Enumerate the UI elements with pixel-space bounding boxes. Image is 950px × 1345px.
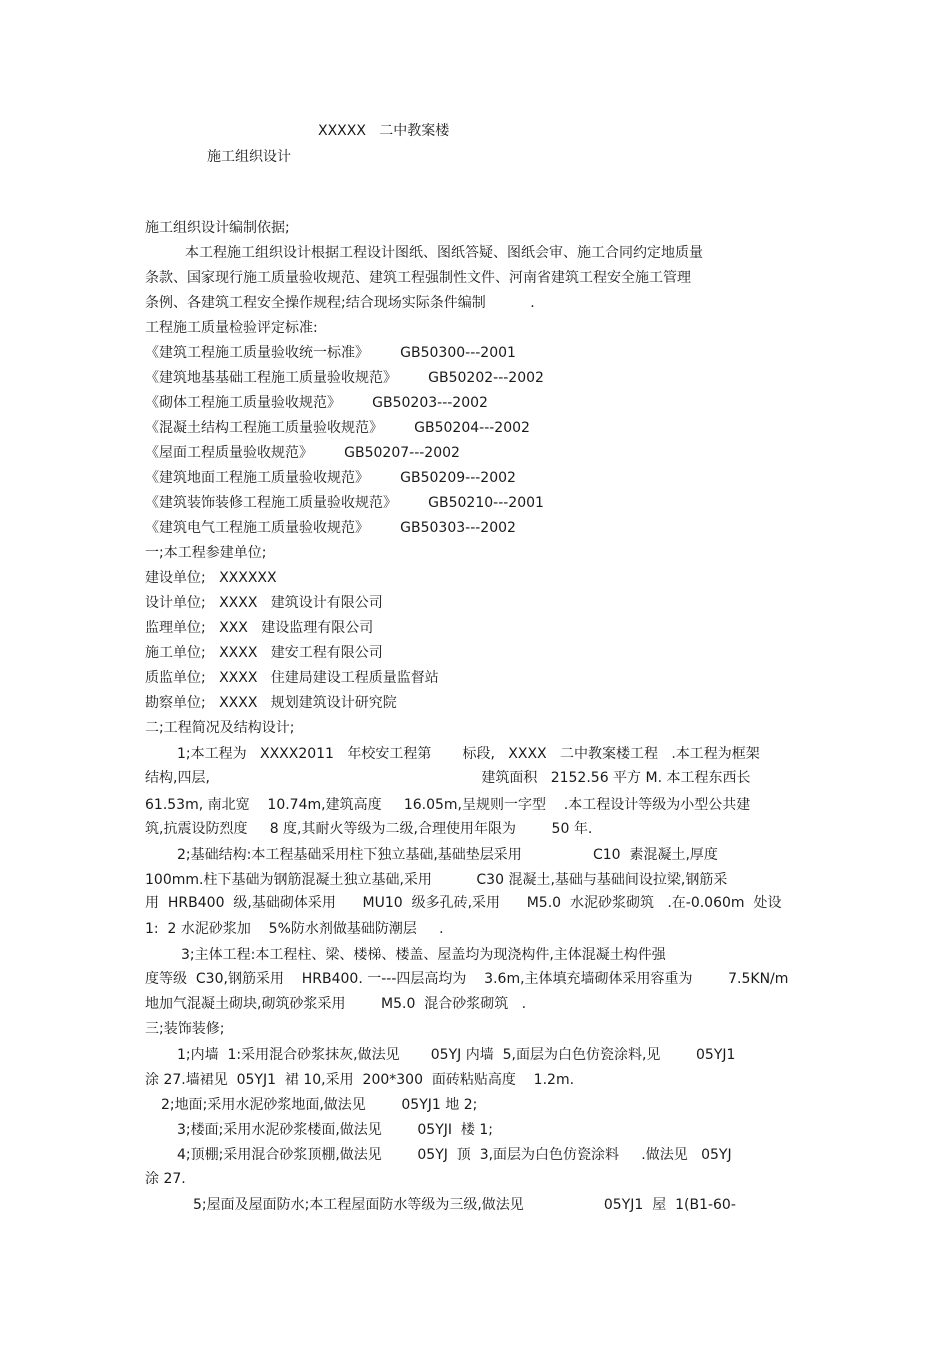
section-heading: 三;装饰装修; xyxy=(145,1021,225,1037)
section-heading: 二;工程简况及结构设计; xyxy=(145,720,295,736)
body-line: 筑,抗震设防烈度 8 度,其耐火等级为二级,合理使用年限为 50 年. xyxy=(145,821,593,837)
standard-item: 《混凝土结构工程施工质量验收规范》 GB50204---2002 xyxy=(145,420,530,436)
body-line: 1: 2 水泥砂浆加 5%防水剂做基础防潮层 . xyxy=(145,921,444,937)
document-title: XXXXX 二中教案楼 xyxy=(318,123,450,139)
body-line: 涂 27. xyxy=(145,1171,186,1187)
body-line: 条例、各建筑工程安全操作规程;结合现场实际条件编制 . xyxy=(145,295,535,311)
body-line: 3;楼面;采用水泥砂浆楼面,做法见 05YJI 楼 1; xyxy=(177,1122,493,1138)
standard-item: 《建筑地面工程施工质量验收规范》 GB50209---2002 xyxy=(145,470,516,486)
body-line: 用 HRB400 级,基础砌体采用 MU10 级多孔砖,采用 M5.0 水泥砂浆砌筑 .在-0.060m 处设 xyxy=(145,895,782,911)
body-line: 度等级 C30,钢筋采用 HRB400. 一---四层高均为 3.6m,主体填充墙砌体采用容重为 7.5KN/m xyxy=(145,971,789,987)
body-line: 地加气混凝土砌块,砌筑砂浆采用 M5.0 混合砂浆砌筑 . xyxy=(145,996,527,1012)
standard-item: 《建筑地基基础工程施工质量验收规范》 GB50202---2002 xyxy=(145,370,544,386)
body-line: 2;基础结构:本工程基础采用柱下独立基础,基础垫层采用 C10 素混凝土,厚度 xyxy=(177,847,718,863)
party-line: 勘察单位; XXXX 规划建筑设计研究院 xyxy=(145,695,397,711)
party-line: 施工单位; XXXX 建安工程有限公司 xyxy=(145,645,383,661)
body-line: 1;内墙 1:采用混合砂浆抹灰,做法见 05YJ 内墙 5,面层为白色仿瓷涂料,见 05YJ1 xyxy=(177,1047,736,1063)
body-line: 2;地面;采用水泥砂浆地面,做法见 05YJ1 地 2; xyxy=(161,1097,478,1113)
standard-item: 《建筑电气工程施工质量验收规范》 GB50303---2002 xyxy=(145,520,516,536)
party-line: 设计单位; XXXX 建筑设计有限公司 xyxy=(145,595,383,611)
body-line: 涂 27.墙裙见 05YJ1 裙 10,采用 200*300 面砖粘贴高度 1.2m. xyxy=(145,1072,575,1088)
body-line: 4;顶棚;采用混合砂浆顶棚,做法见 05YJ 顶 3,面层为白色仿瓷涂料 .做法见 05YJ xyxy=(177,1147,732,1163)
section-heading: 一;本工程参建单位; xyxy=(145,545,267,561)
body-line: 5;屋面及屋面防水;本工程屋面防水等级为三级,做法见 05YJ1 屋 1(B1-60- xyxy=(193,1197,736,1213)
body-line: 100mm.柱下基础为钢筋混凝土独立基础,采用 C30 混凝土,基础与基础间设拉梁,钢筋采 xyxy=(145,872,728,888)
body-line: 条款、国家现行施工质量验收规范、建筑工程强制性文件、河南省建筑工程安全施工管理 xyxy=(145,270,691,286)
body-line: 1;本工程为 XXXX2011 年校安工程第 标段, XXXX 二中教案楼工程 .本工程为框架 xyxy=(177,746,760,762)
body-line: 3;主体工程:本工程柱、梁、楼梯、楼盖、屋盖均为现浇构件,主体混凝土构件强 xyxy=(181,947,666,963)
party-line: 建设单位; XXXXXX xyxy=(145,570,277,586)
standard-item: 《建筑工程施工质量验收统一标准》 GB50300---2001 xyxy=(145,345,516,361)
standard-item: 《屋面工程质量验收规范》 GB50207---2002 xyxy=(145,445,460,461)
party-line: 监理单位; XXX 建设监理有限公司 xyxy=(145,620,374,636)
standard-item: 《建筑装饰装修工程施工质量验收规范》 GB50210---2001 xyxy=(145,495,544,511)
standard-item: 《砌体工程施工质量验收规范》 GB50203---2002 xyxy=(145,395,488,411)
body-line: 工程施工质量检验评定标准: xyxy=(145,320,318,336)
document-subtitle: 施工组织设计 xyxy=(207,149,291,165)
party-line: 质监单位; XXXX 住建局建设工程质量监督站 xyxy=(145,670,439,686)
body-line: 本工程施工组织设计根据工程设计图纸、图纸答疑、图纸会审、施工合同约定地质量 xyxy=(185,245,703,261)
body-line: 施工组织设计编制依据; xyxy=(145,220,290,236)
body-line: 61.53m, 南北宽 10.74m,建筑高度 16.05m,呈规则一字型 .本工程设计等级为小型公共建 xyxy=(145,797,751,813)
body-line: 结构,四层, 建筑面积 2152.56 平方 M. 本工程东西长 xyxy=(145,770,751,786)
